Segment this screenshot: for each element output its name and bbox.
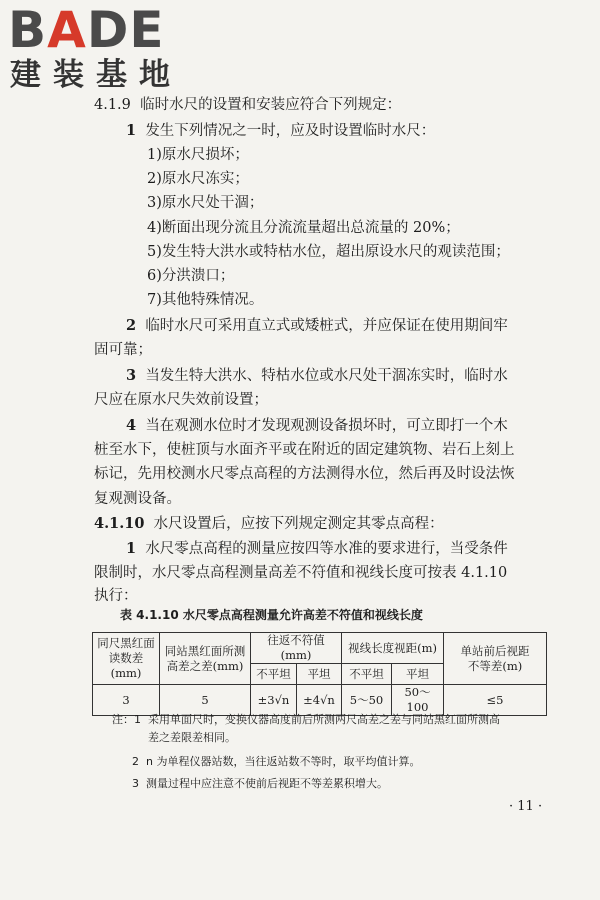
- note-text: 采用单面尺时，变换仪器高度前后所测两尺高差之差与同站黑红面所测高: [148, 713, 500, 726]
- note-label: 注：: [112, 713, 134, 726]
- logo-wordmark: [8, 2, 183, 58]
- header-text: 高差之差(mm): [166, 658, 244, 673]
- item-3: [126, 367, 508, 385]
- table-row: [93, 685, 547, 716]
- clause-4-1-10: [94, 515, 444, 533]
- clause-number: 4.1.9: [94, 97, 131, 113]
- clause-4-1-9: [94, 96, 401, 114]
- table-cell: ±4√n: [297, 685, 342, 716]
- note-text: 测量过程中应注意不使前后视距不等差累积增大。: [146, 777, 388, 790]
- item-4: [126, 417, 508, 435]
- header-cell: [93, 633, 160, 685]
- item-number: 1: [126, 122, 137, 139]
- header-cell: 平坦: [297, 664, 342, 685]
- page-number: · 11 ·: [509, 799, 543, 814]
- item-text: 当发生特大洪水、特枯水位或水尺处干涸冻实时，临时水: [145, 368, 508, 384]
- item-2: [126, 317, 508, 335]
- item-4-cont-1: 桩至水下，使桩顶与水面齐平或在附近的固定建筑物、岩石上刻上: [94, 442, 515, 458]
- item-1: [126, 122, 435, 140]
- note-number: 2: [132, 755, 139, 768]
- header-text: 不等差(m): [467, 658, 523, 673]
- clause-number: 4.1.10: [94, 515, 145, 532]
- header-cell: 不平坦: [251, 664, 297, 685]
- table-cell: ≤5: [444, 685, 547, 716]
- table-cell: 3: [93, 685, 160, 716]
- header-text: 同尺黑红面: [97, 636, 155, 650]
- table-cell: 5: [160, 685, 251, 716]
- table-caption: 表 4.1.10 水尺零点高程测量允许高差不符值和视线长度: [120, 608, 423, 622]
- header-text: 读数差(mm): [108, 651, 144, 680]
- note-number: 1: [134, 713, 141, 726]
- header-cell: 往返不符值(mm): [251, 633, 342, 664]
- note-number: 3: [132, 777, 139, 790]
- para-1-cont-2: 执行：: [94, 588, 138, 604]
- bade-logo: [8, 2, 183, 94]
- item-text: 当在观测水位时才发现观测设备损坏时，可立即打一个木: [145, 418, 508, 434]
- tolerance-table: [92, 632, 547, 716]
- item-number: 2: [126, 317, 137, 334]
- header-cell: 不平坦: [342, 664, 392, 685]
- sub-item-4: 4)断面出现分流且分流流量超出总流量的 20%；: [147, 220, 460, 236]
- table-header-row-1: [93, 633, 547, 664]
- clause-text: 水尺设置后，应按下列规定测定其零点高程：: [153, 516, 444, 532]
- clause-text: 临时水尺的设置和安装应符合下列规定：: [140, 97, 402, 113]
- item-number: 4: [126, 417, 137, 434]
- item-4-cont-2: 标记，先用校测水尺零点高程的方法测得水位，然后再及时设法恢: [94, 466, 515, 482]
- header-cell: 平坦: [392, 664, 444, 685]
- note-2: [132, 755, 420, 769]
- header-text: 同站黑红面所测: [164, 643, 246, 658]
- header-cell: 视线长度视距(m): [342, 633, 444, 664]
- item-text: 临时水尺可采用直立式或矮桩式，并应保证在使用期间牢: [145, 318, 508, 334]
- item-number: 3: [126, 367, 137, 384]
- header-text: 单站前后视距: [460, 643, 530, 658]
- item-number: 1: [126, 540, 137, 557]
- sub-item-7: 7)其他特殊情况。: [147, 292, 264, 308]
- sub-item-1: 1)原水尺损坏；: [147, 147, 249, 163]
- table-cell: ±3√n: [251, 685, 297, 716]
- item-text: 水尺零点高程的测量应按四等水准的要求进行，当受条件: [145, 541, 508, 557]
- logo-letters-de: DE: [86, 1, 165, 59]
- note-1: [112, 713, 500, 727]
- note-1-cont: 差之差限差相同。: [148, 731, 236, 744]
- sub-item-6: 6)分洪溃口；: [147, 268, 235, 284]
- header-cell: [160, 633, 251, 685]
- note-3: [132, 777, 388, 791]
- logo-letter-a: A: [47, 1, 87, 59]
- logo-letter-b: B: [8, 1, 48, 59]
- item-3-cont: 尺应在原水尺失效前设置；: [94, 392, 268, 408]
- header-cell: [444, 633, 547, 685]
- sub-item-3: 3)原水尺处干涸；: [147, 195, 264, 211]
- para-1-cont-1: 限制时，水尺零点高程测量高差不符值和视线长度可按表 4.1.10: [94, 565, 508, 581]
- sub-item-2: 2)原水尺冻实；: [147, 171, 249, 187]
- note-text: n 为单程仪器站数，当往返站数不等时，取平均值计算。: [146, 755, 421, 768]
- item-4-cont-3: 复观测设备。: [94, 491, 181, 507]
- item-text: 发生下列情况之一时，应及时设置临时水尺：: [145, 123, 436, 139]
- table-cell: 5～50: [342, 685, 392, 716]
- para-1: [126, 540, 508, 558]
- table-cell: 50～100: [392, 685, 444, 716]
- sub-item-5: 5)发生特大洪水或特枯水位，超出原设水尺的观读范围；: [147, 244, 510, 260]
- logo-subtitle: 建装基地: [10, 57, 182, 93]
- item-2-cont: 固可靠；: [94, 342, 152, 358]
